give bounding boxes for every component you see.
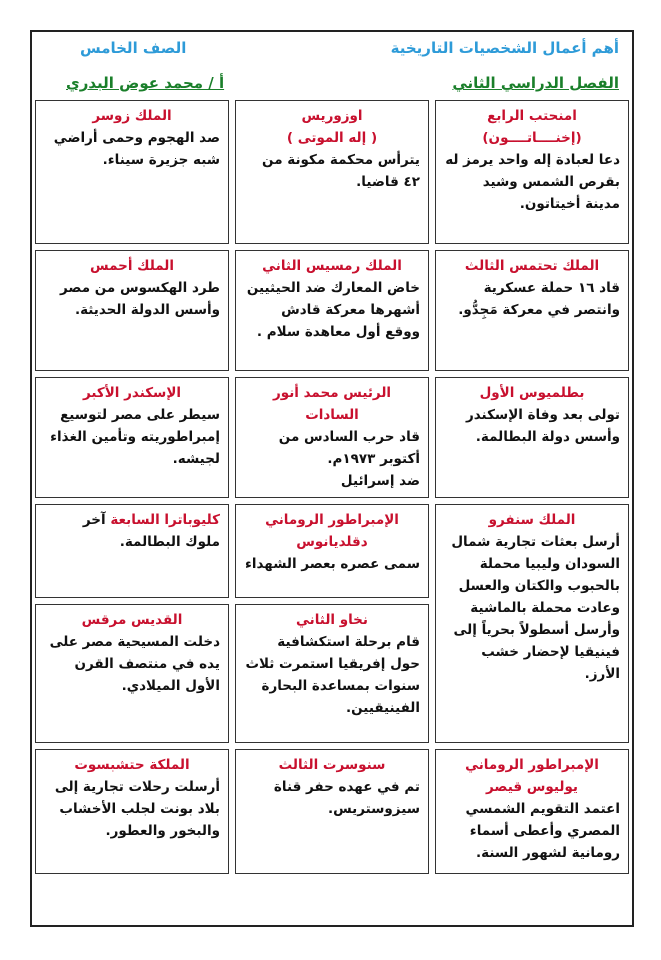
cell-title: الإسكندر الأكبر	[82, 385, 182, 401]
cell-djoser	[35, 100, 229, 244]
cell-body: سيطر على مصر لتوسيع إمبراطوريته وتأمين الغذاء لجيشه.	[50, 407, 220, 467]
cell-title: اوزوريس ( إله الموتى )	[286, 108, 378, 146]
cell-body: تم في عهده حفر قناة سيزوستريس.	[273, 779, 420, 817]
cell-saint-mark	[35, 604, 229, 743]
cell-title: سنوسرت الثالث	[278, 757, 386, 773]
cell-ramesses-ii	[235, 250, 429, 371]
cell-title: نخاو الثاني	[296, 612, 368, 628]
term-label: الفصل الدراسي الثاني	[452, 74, 619, 92]
cell-title: الملك أحمس	[89, 258, 175, 274]
grade-label: الصف الخامس	[80, 39, 187, 57]
cell-title: القديس مرقس	[81, 612, 183, 628]
figures-table	[32, 97, 632, 877]
cell-title: كليوباترا السابعة	[110, 512, 220, 528]
cell-body: دعا لعبادة إله واحد يرمز له بقرص الشمس وشيد مدينة أخيتاتون.	[445, 152, 620, 212]
cell-ahmose	[35, 250, 229, 371]
cell-title: الإمبراطور الروماني دقلديانوس	[265, 512, 399, 550]
cell-akhenaten	[435, 100, 629, 244]
cell-sneferu	[435, 504, 629, 743]
cell-body: خاض المعارك ضد الحيثيين أشهرها معركة قادش ووقع أول معاهدة سلام .	[246, 280, 420, 340]
cell-title: الإمبراطور الروماني يوليوس قيصر	[465, 757, 599, 795]
cell-title: الرئيس محمد أنور السادات	[272, 385, 392, 423]
cell-title: الملك رمسيس الثاني	[262, 258, 402, 274]
cell-sadat	[235, 377, 429, 498]
cell-body: قاد ١٦ حملة عسكرية وانتصر في معركة مَجِدُّو.	[458, 280, 620, 318]
cell-body: يترأس محكمة مكونة من ٤٢ قاضيا.	[262, 152, 420, 190]
cell-osiris	[235, 100, 429, 244]
cell-cleopatra	[35, 504, 229, 598]
cell-senusret-iii	[235, 749, 429, 874]
cell-body: قام برحلة استكشافية حول إفريقيا استمرت ثلاث سنوات بمساعدة البحارة الفينيقيين.	[245, 634, 420, 716]
cell-body: دخلت المسيحية مصر على يده في منتصف القرن الأول الميلادي.	[49, 634, 220, 694]
cell-body: تولى بعد وفاة الإسكندر وأسس دولة البطالمة.	[465, 407, 620, 445]
cell-thutmose-iii	[435, 250, 629, 371]
cell-ptolemy-i	[435, 377, 629, 498]
cell-body: أرسلت رحلات تجارية إلى بلاد بونت لجلب الأخشاب والبخور والعطور.	[54, 779, 220, 839]
cell-body: أرسل بعثات تجارية شمال السودان وليبيا محملة بالحبوب والكتان والعسل وعادت محملة بالماشية وأرسل أسطولاً بحرياً إلى فينيقيا لإحضار خشب الأرز.	[451, 534, 620, 682]
cell-diocletian	[235, 504, 429, 598]
cell-body: قاد حرب السادس من أكتوبر ١٩٧٣م. ضد إسرائيل	[278, 429, 420, 489]
cell-necho-ii	[235, 604, 429, 743]
cell-body: صد الهجوم وحمى أراضي شبه جزيرة سيناء.	[53, 130, 220, 168]
cell-body: آخر ملوك البطالمة.	[82, 512, 220, 550]
cell-body: سمى عصره بعصر الشهداء	[244, 556, 420, 572]
cell-body: اعتمد التقويم الشمسي المصري وأعطى أسماء رومانية لشهور السنة.	[465, 801, 620, 861]
cell-title: بطلميوس الأول	[479, 385, 585, 401]
cell-julius-caesar	[435, 749, 629, 874]
cell-title: الملك سنفرو	[488, 512, 576, 528]
cell-title: الملك تحتمس الثالث	[464, 258, 600, 274]
cell-hatshepsut	[35, 749, 229, 874]
cell-title: امنحتب الرابع (إخنــــاتــــون)	[482, 108, 582, 146]
cell-title: الملكة حتشبسوت	[74, 757, 190, 773]
teacher-name: أ / محمد عوض البدري	[66, 74, 225, 92]
cell-title: الملك زوسر	[92, 108, 172, 124]
page-heading: أهم أعمال الشخصيات التاريخية	[390, 39, 619, 57]
cell-body: طرد الهكسوس من مصر وأسس الدولة الحديثة.	[60, 280, 220, 318]
cell-alexander	[35, 377, 229, 498]
